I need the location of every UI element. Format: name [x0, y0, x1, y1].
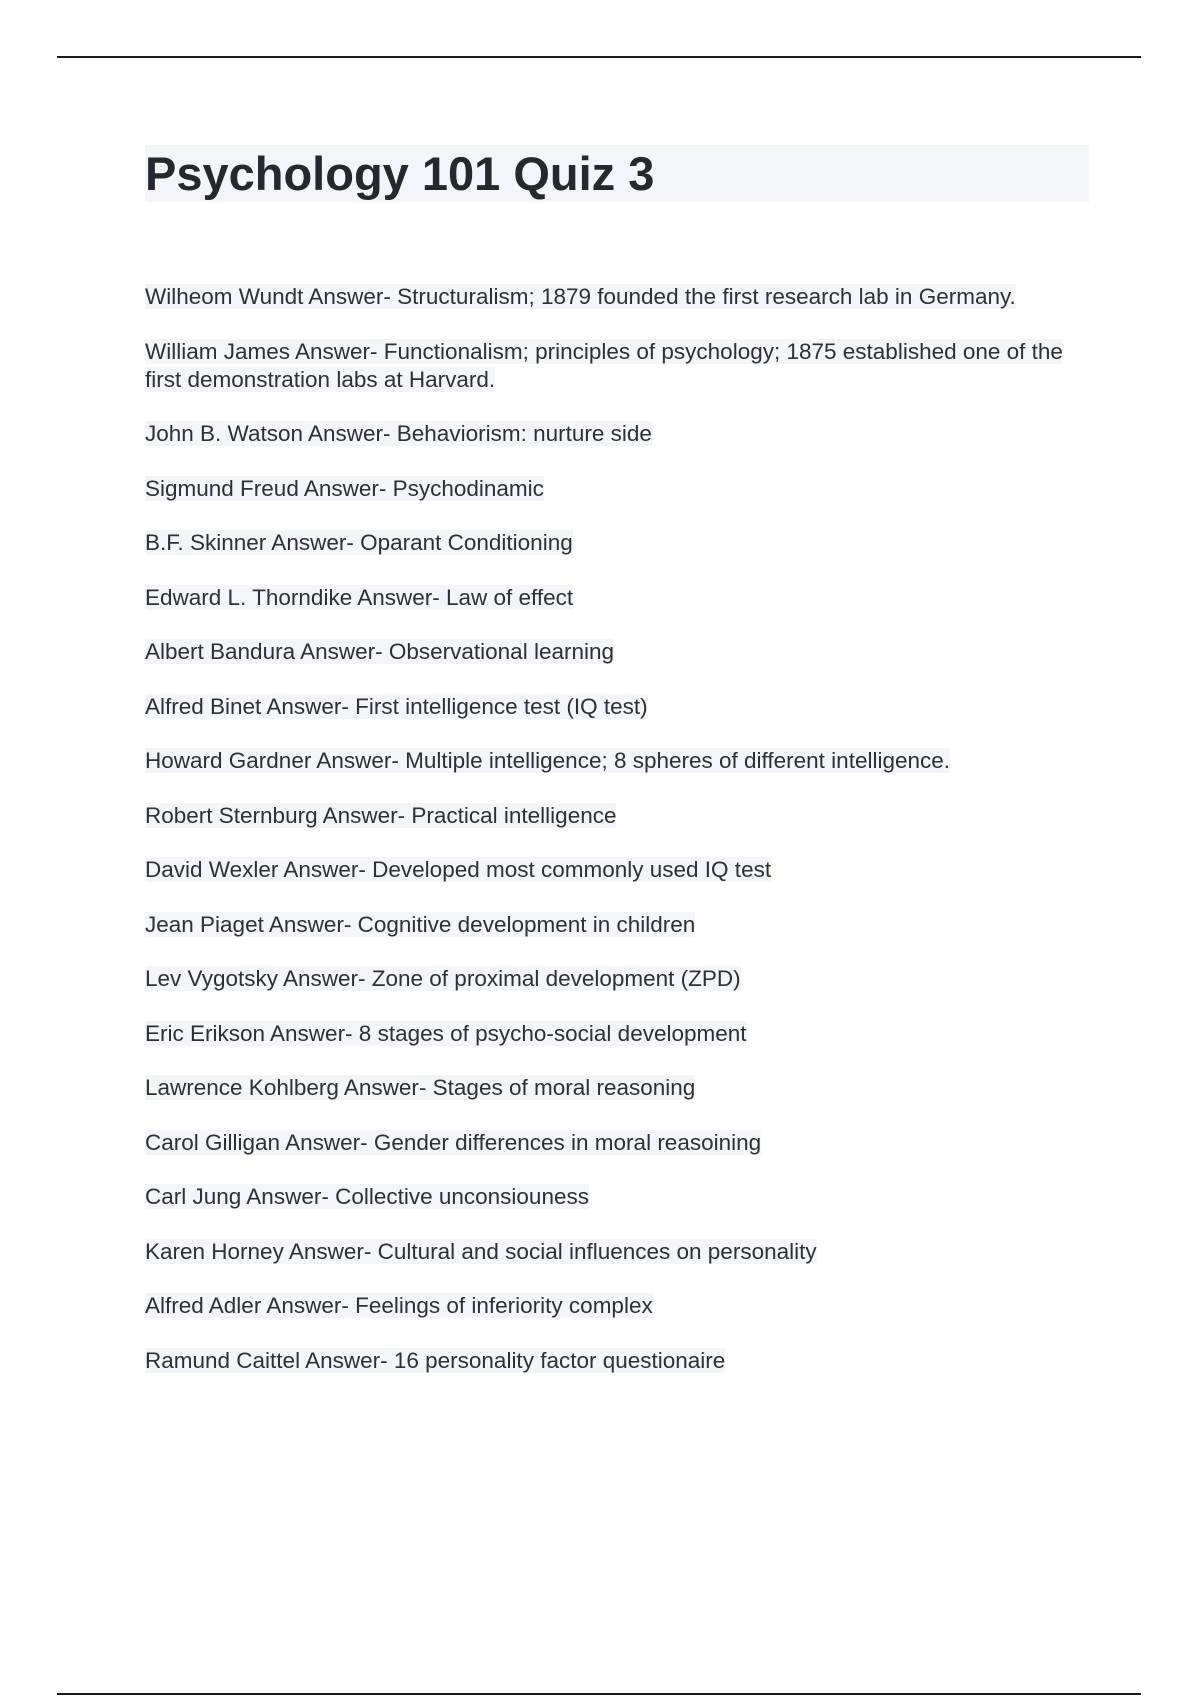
- title-block: [145, 145, 1089, 202]
- qa-text: Sigmund Freud Answer- Psychodinamic: [145, 475, 544, 501]
- page-title: Psychology 101 Quiz 3: [145, 147, 655, 200]
- qa-text: Karen Horney Answer- Cultural and social influences on personality: [145, 1238, 817, 1264]
- qa-text: John B. Watson Answer- Behaviorism: nurture side: [145, 421, 652, 446]
- bottom-divider: [57, 1693, 1141, 1695]
- list-item: [145, 1074, 1095, 1102]
- list-item: [145, 420, 1095, 448]
- list-item: [145, 338, 1095, 394]
- list-item: [145, 1129, 1095, 1157]
- list-item: [145, 1183, 1095, 1211]
- qa-text: Ramund Caittel Answer- 16 personality factor questionaire: [145, 1347, 726, 1373]
- list-item: [145, 965, 1095, 993]
- qa-text: Eric Erikson Answer- 8 stages of psycho-social development: [145, 1020, 747, 1046]
- top-divider: [57, 56, 1141, 58]
- qa-list: [145, 283, 1095, 1401]
- list-item: [145, 475, 1095, 503]
- qa-text: Lawrence Kohlberg Answer- Stages of moral reasoning: [145, 1075, 696, 1100]
- qa-text: David Wexler Answer- Developed most commonly used IQ test: [145, 857, 772, 882]
- qa-text: Howard Gardner Answer- Multiple intelligence; 8 spheres of different intelligence.: [145, 748, 951, 773]
- qa-text: Alfred Binet Answer- First intelligence test (IQ test): [145, 693, 648, 719]
- qa-text: Jean Piaget Answer- Cognitive development in children: [145, 911, 696, 937]
- qa-text: Edward L. Thorndike Answer- Law of effect: [145, 584, 574, 610]
- list-item: [145, 1020, 1095, 1048]
- qa-text: B.F. Skinner Answer- Oparant Conditioning: [145, 530, 573, 555]
- list-item: [145, 529, 1095, 557]
- list-item: [145, 1292, 1095, 1320]
- list-item: [145, 1347, 1095, 1375]
- list-item: [145, 584, 1095, 612]
- list-item: [145, 856, 1095, 884]
- list-item: [145, 283, 1095, 311]
- list-item: [145, 747, 1095, 775]
- qa-text: Robert Sternburg Answer- Practical intelligence: [145, 802, 617, 828]
- list-item: [145, 693, 1095, 721]
- list-item: [145, 911, 1095, 939]
- qa-text: Wilheom Wundt Answer- Structuralism; 1879 founded the first research lab in Germany.: [145, 284, 1016, 309]
- qa-text: Carol Gilligan Answer- Gender differences in moral reasoining: [145, 1129, 762, 1155]
- qa-text: Lev Vygotsky Answer- Zone of proximal development (ZPD): [145, 966, 741, 991]
- qa-text: William James Answer- Functionalism; principles of psychology; 1875 established one of the first demonstration labs at Harvard.: [145, 338, 1063, 392]
- qa-text: Alfred Adler Answer- Feelings of inferiority complex: [145, 1293, 653, 1318]
- list-item: [145, 802, 1095, 830]
- qa-text: Albert Bandura Answer- Observational learning: [145, 639, 615, 664]
- qa-text: Carl Jung Answer- Collective unconsiouness: [145, 1184, 589, 1209]
- list-item: [145, 638, 1095, 666]
- list-item: [145, 1238, 1095, 1266]
